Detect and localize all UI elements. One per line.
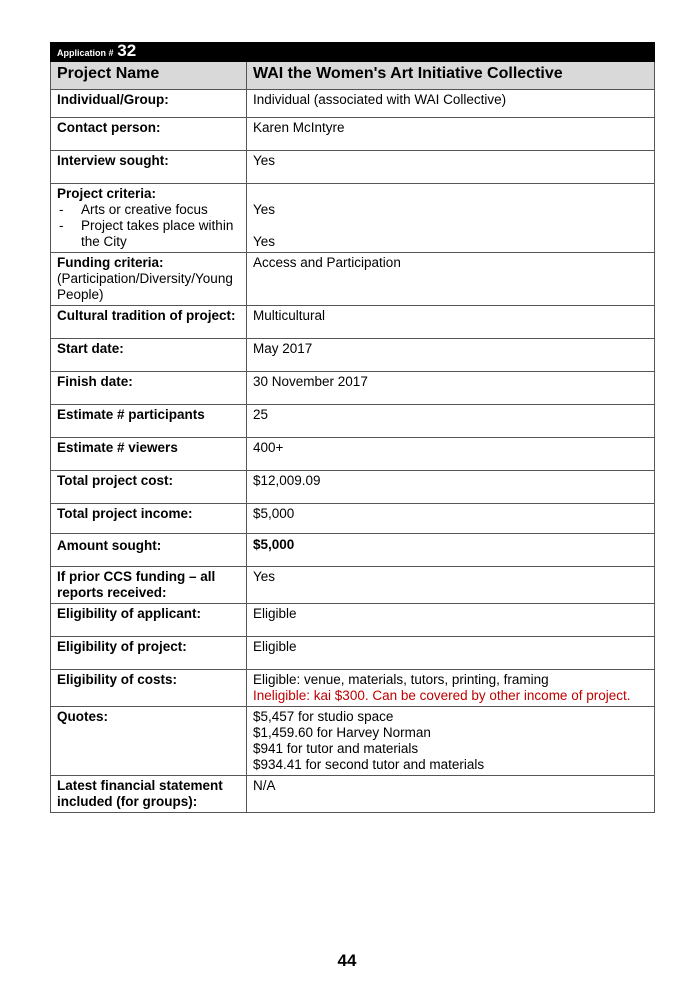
individual-group-row	[51, 90, 655, 118]
eligibility-costs-row	[51, 670, 655, 707]
eligibility-project-value: Eligible	[247, 637, 655, 670]
project-name-label: Project Name	[51, 62, 247, 90]
cultural-tradition-row	[51, 306, 655, 339]
amount-sought-label: Amount sought:	[51, 534, 247, 567]
application-number-cell	[51, 43, 247, 62]
project-criteria-row	[51, 184, 655, 253]
funding-criteria-row	[51, 253, 655, 306]
quote-line: $941 for tutor and materials	[253, 741, 419, 756]
criteria-value-2: Yes	[253, 234, 276, 249]
project-criteria-label: Project criteria:	[57, 186, 157, 201]
eligibility-applicant-label: Eligibility of applicant:	[51, 604, 247, 637]
criteria-bullet-1-text: Arts or creative focus	[81, 202, 208, 217]
criteria-value-1: Yes	[253, 202, 276, 217]
total-cost-row	[51, 471, 655, 504]
prior-funding-label: If prior CCS funding – all reports received:	[51, 567, 247, 604]
ineligible-costs-note: Ineligible: kai $300. Can be covered by other income of project.	[253, 688, 631, 703]
quotes-label: Quotes:	[51, 707, 247, 776]
eligibility-applicant-value: Eligible	[247, 604, 655, 637]
prior-funding-value: Yes	[247, 567, 655, 604]
application-number-label: Application #	[57, 48, 114, 58]
individual-group-value: Individual (associated with WAI Collective)	[247, 90, 655, 118]
individual-group-label: Individual/Group:	[51, 90, 247, 118]
start-date-label: Start date:	[51, 339, 247, 372]
interview-sought-label: Interview sought:	[51, 151, 247, 184]
start-date-row	[51, 339, 655, 372]
page-number: 44	[337, 951, 357, 970]
interview-sought-value: Yes	[247, 151, 655, 184]
eligibility-project-row	[51, 637, 655, 670]
viewers-row	[51, 438, 655, 471]
eligibility-costs-cell	[247, 670, 655, 707]
project-criteria-cell	[51, 184, 247, 253]
contact-person-value: Karen McIntyre	[247, 118, 655, 151]
participants-row	[51, 405, 655, 438]
interview-sought-row	[51, 151, 655, 184]
cultural-tradition-label: Cultural tradition of project:	[51, 306, 247, 339]
total-income-label: Total project income:	[51, 504, 247, 534]
quote-line: $5,457 for studio space	[253, 709, 394, 724]
viewers-label: Estimate # viewers	[51, 438, 247, 471]
funding-criteria-cell	[51, 253, 247, 306]
eligibility-costs-value: Eligible: venue, materials, tutors, printing, framing	[253, 672, 549, 687]
funding-criteria-value: Access and Participation	[247, 253, 655, 306]
quotes-row	[51, 707, 655, 776]
application-number: 32	[117, 41, 137, 60]
criteria-bullet-2-text: Project takes place within the City	[81, 218, 234, 249]
project-criteria-values	[247, 184, 655, 253]
contact-person-row	[51, 118, 655, 151]
eligibility-project-label: Eligibility of project:	[51, 637, 247, 670]
financial-statement-row	[51, 776, 655, 813]
project-name-value: WAI the Women's Art Initiative Collective	[247, 62, 655, 90]
quote-line: $934.41 for second tutor and materials	[253, 757, 485, 772]
viewers-value: 400+	[247, 438, 655, 471]
project-name-row	[51, 62, 655, 90]
total-income-row	[51, 504, 655, 534]
amount-sought-value: $5,000	[247, 534, 655, 567]
total-cost-label: Total project cost:	[51, 471, 247, 504]
eligibility-costs-label: Eligibility of costs:	[51, 670, 247, 707]
contact-person-label: Contact person:	[51, 118, 247, 151]
criteria-bullet-2: - Project takes place within the City	[57, 218, 240, 250]
finish-date-row	[51, 372, 655, 405]
criteria-bullet-1: - Arts or creative focus	[59, 202, 208, 217]
financial-statement-label: Latest financial statement included (for groups):	[51, 776, 247, 813]
prior-funding-row	[51, 567, 655, 604]
eligibility-applicant-row	[51, 604, 655, 637]
finish-date-label: Finish date:	[51, 372, 247, 405]
financial-statement-value: N/A	[247, 776, 655, 813]
funding-criteria-sublabel: (Participation/Diversity/Young People)	[57, 271, 233, 302]
quotes-cell	[247, 707, 655, 776]
total-cost-value: $12,009.09	[247, 471, 655, 504]
total-income-value: $5,000	[247, 504, 655, 534]
quote-line: $1,459.60 for Harvey Norman	[253, 725, 431, 740]
amount-sought-row	[51, 534, 655, 567]
application-table	[50, 42, 655, 813]
participants-value: 25	[247, 405, 655, 438]
start-date-value: May 2017	[247, 339, 655, 372]
cultural-tradition-value: Multicultural	[247, 306, 655, 339]
funding-criteria-label: Funding criteria:	[57, 255, 164, 270]
application-header-row	[51, 43, 655, 62]
participants-label: Estimate # participants	[51, 405, 247, 438]
header-blank-cell	[247, 43, 655, 62]
finish-date-value: 30 November 2017	[247, 372, 655, 405]
